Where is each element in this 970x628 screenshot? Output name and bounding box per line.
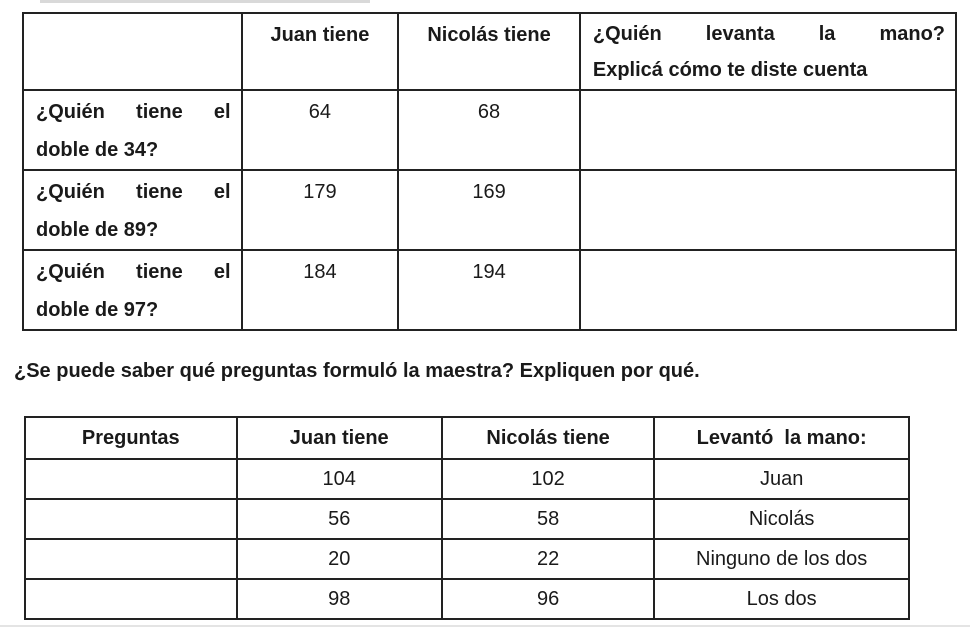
cell-nicolas: 58 [442,499,654,539]
header-preguntas: Preguntas [25,417,237,459]
header-empty-cell [23,13,242,90]
cell-juan: 20 [237,539,442,579]
cell-answer[interactable] [580,90,956,170]
row-question [23,170,242,250]
cell-nicolas: 194 [398,250,580,330]
header-nicolas: Nicolás tiene [442,417,654,459]
table-row [23,170,956,250]
cell-juan: 179 [242,170,399,250]
cell-mano: Juan [654,459,909,499]
cell-nicolas: 169 [398,170,580,250]
cell-nicolas: 96 [442,579,654,619]
cell-juan: 98 [237,579,442,619]
top-divider [40,0,370,3]
row-question-line1: ¿Quién tiene el [36,261,231,283]
table-header-row [23,13,956,90]
row-question [23,90,242,170]
table-row [25,459,909,499]
header-juan: Juan tiene [242,13,399,90]
cell-answer[interactable] [580,250,956,330]
cell-juan: 56 [237,499,442,539]
cell-mano: Los dos [654,579,909,619]
cell-answer[interactable] [580,170,956,250]
row-question-line1: ¿Quién tiene el [36,101,231,123]
header-who-raises-hand-line1: ¿Quién levanta la mano? [592,23,945,45]
cell-juan: 64 [242,90,399,170]
cell-juan: 104 [237,459,442,499]
cell-juan: 184 [242,250,399,330]
row-question-line2: doble de 97? [36,299,159,321]
row-question-line2: doble de 34? [36,139,159,161]
table-row [25,579,909,619]
header-explain-line: Explicá cómo te diste cuenta [592,59,868,81]
header-nicolas: Nicolás tiene [398,13,580,90]
row-question-line2: doble de 89? [36,219,159,241]
header-juan: Juan tiene [237,417,442,459]
cell-pregunta[interactable] [25,579,237,619]
cell-nicolas: 102 [442,459,654,499]
header-levanto-mano: Levantó la mano: [654,417,909,459]
table-header-row [25,417,909,459]
cell-pregunta[interactable] [25,539,237,579]
bottom-divider [0,625,970,627]
row-question-line1: ¿Quién tiene el [36,181,231,203]
doubles-table [22,12,957,331]
cell-pregunta[interactable] [25,499,237,539]
cell-pregunta[interactable] [25,459,237,499]
questions-table [24,416,910,620]
cell-nicolas: 22 [442,539,654,579]
cell-nicolas: 68 [398,90,580,170]
table-row [23,90,956,170]
cell-mano: Nicolás [654,499,909,539]
row-question [23,250,242,330]
instruction-question: ¿Se puede saber qué preguntas formuló la maestra? Expliquen por qué. [14,360,700,382]
header-who-raises-hand [580,13,956,90]
cell-mano: Ninguno de los dos [654,539,909,579]
table-row [23,250,956,330]
table-row [25,539,909,579]
table-row [25,499,909,539]
